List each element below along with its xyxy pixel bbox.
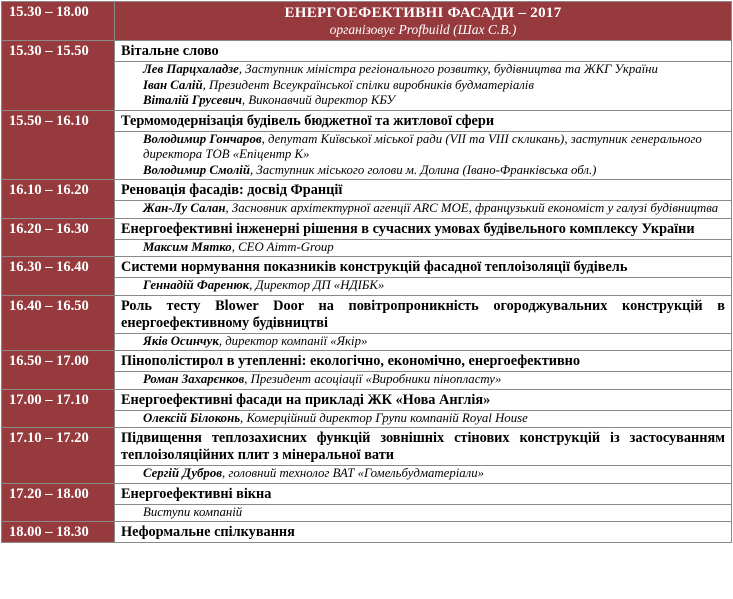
session-title: Реновація фасадів: досвід Франції	[121, 182, 343, 198]
speaker-role: , CEO Aimm-Group	[231, 239, 334, 254]
speaker-role: , Директор ДП «НДІБК»	[249, 278, 385, 292]
speaker-list	[115, 333, 731, 351]
session-time: 17.00 – 17.10	[2, 389, 115, 428]
header-time: 15.30 – 18.00	[2, 2, 115, 41]
speaker-name: Олексій Білоконь	[143, 410, 241, 425]
session-title: Енергоефективні вікна	[121, 485, 272, 502]
speaker-list	[115, 200, 731, 218]
session-row	[2, 180, 732, 219]
speaker-name: Максим Мятко	[143, 239, 232, 254]
session-content	[115, 428, 732, 484]
speaker-role: , Президент асоціації «Виробники пінопласту»	[244, 372, 502, 386]
speaker	[143, 278, 725, 294]
speaker	[143, 62, 725, 78]
speaker-list	[115, 504, 731, 522]
session-time: 15.50 – 16.10	[2, 110, 115, 180]
session-time: 17.20 – 18.00	[2, 483, 115, 522]
speaker	[143, 240, 725, 256]
session-row	[2, 389, 732, 428]
speaker	[143, 372, 725, 388]
speaker-role: , депутат Київської міської ради (VII та VIII скликань), заступник генерального директора ТОВ «Епіцентр К»	[143, 131, 702, 161]
speaker-name: Роман Захарєнков	[143, 372, 245, 386]
speaker-name: Геннадій Фаренюк	[143, 278, 250, 292]
session-time: 17.10 – 17.20	[2, 428, 115, 484]
session-row	[2, 257, 732, 296]
speaker	[143, 132, 725, 163]
session-row	[2, 41, 732, 111]
speaker-role: , Заступник міського голови м. Долина (Івано-Франківська обл.)	[249, 162, 597, 177]
session-time: 18.00 – 18.30	[2, 522, 115, 543]
speaker-list	[115, 371, 731, 389]
session-row	[2, 295, 732, 351]
speaker-name: Віталій Грусевич	[143, 93, 242, 107]
session-content	[115, 110, 732, 180]
session-time: 16.20 – 16.30	[2, 218, 115, 257]
speaker	[143, 78, 725, 94]
speaker-role: , директор компанії «Якір»	[218, 333, 368, 348]
speaker-role: , головний технолог ВАТ «Гомельбудматеріали»	[221, 466, 485, 480]
session-content	[115, 218, 732, 257]
session-time: 16.50 – 17.00	[2, 351, 115, 390]
session-content	[115, 389, 732, 428]
speaker-role: , Виконавчий директор КБУ	[241, 93, 395, 107]
session-title: Підвищення теплозахисних функцій зовнішніх стінових конструкцій із застосуванням теплоізоляційних плит з мінеральної вати	[121, 430, 725, 463]
session-time: 16.30 – 16.40	[2, 257, 115, 296]
speaker-list	[115, 410, 731, 428]
session-title: Вітальне слово	[121, 43, 219, 59]
session-title: Системи нормування показників конструкцій фасадної теплоізоляції будівель	[121, 259, 628, 275]
speaker-role: , Комерційний директор Групи компаній Royal House	[240, 410, 528, 425]
speaker	[143, 466, 725, 482]
session-title: Енергоефективні інженерні рішення в сучасних умовах будівельного комплексу України	[121, 220, 695, 237]
session-content	[115, 522, 732, 543]
page-subtitle: організовує Profbuild (Шах С.В.)	[329, 22, 517, 37]
speaker-list	[115, 61, 731, 110]
session-content	[115, 257, 732, 296]
session-title: Роль тесту Blower Door на повітропроникність огороджувальних конструкцій в енергоефективному будівництві	[121, 297, 725, 331]
session-time: 16.40 – 16.50	[2, 295, 115, 351]
speaker-name: Володимир Гончаров	[143, 131, 262, 146]
speaker-list	[115, 239, 731, 257]
speaker-name: Володимир Смолій	[143, 162, 250, 177]
speaker-list	[115, 131, 731, 180]
session-title: Термомодернізація будівель бюджетної та житлової сфери	[121, 112, 495, 129]
speaker	[143, 411, 725, 427]
session-title: Енергоефективні фасади на прикладі ЖК «Нова Англія»	[121, 391, 491, 408]
session-content	[115, 295, 732, 351]
session-time: 15.30 – 15.50	[2, 41, 115, 111]
speaker-name: Жан-Лу Салан	[143, 201, 226, 215]
speaker-name: Сергій Дубров	[143, 466, 222, 480]
session-content	[115, 41, 732, 111]
speaker-name: Лев Парцхаладзе	[143, 62, 239, 76]
header-cell	[115, 2, 732, 41]
speaker-name: Іван Салій	[143, 77, 203, 92]
session-title: Неформальне спілкування	[121, 524, 295, 540]
speaker	[143, 93, 725, 109]
agenda	[1, 1, 732, 543]
session-content	[115, 180, 732, 219]
page-title: ЕНЕРГОЕФЕКТИВНІ ФАСАДИ – 2017	[284, 5, 562, 21]
session-row	[2, 218, 732, 257]
header-row	[2, 2, 732, 41]
session-title: Пінополістирол в утепленні: екологічно, економічно, енергоефективно	[121, 353, 581, 369]
session-time: 16.10 – 16.20	[2, 180, 115, 219]
session-content	[115, 483, 732, 522]
speaker	[143, 334, 725, 350]
speaker	[143, 201, 725, 217]
speaker-role: , Заступник міністра регіонального розвитку, будівництва та ЖКГ України	[238, 62, 658, 76]
speaker-role: Виступи компаній	[143, 504, 243, 519]
session-row	[2, 428, 732, 484]
speaker-role: , Президент Всеукраїнської спілки виробників будматеріалів	[202, 77, 534, 92]
session-row	[2, 110, 732, 180]
speaker-list	[115, 465, 731, 483]
session-row	[2, 351, 732, 390]
speaker-list	[115, 277, 731, 295]
speaker	[143, 163, 725, 179]
speaker	[143, 505, 725, 521]
session-row	[2, 483, 732, 522]
speaker-role: , Засновник архітектурної агенції ARC MOE, французький економіст у галузі будівництва	[225, 201, 719, 215]
session-content	[115, 351, 732, 390]
speaker-name: Яків Осинчук	[143, 333, 219, 348]
agenda-table	[1, 1, 732, 543]
session-row	[2, 522, 732, 543]
